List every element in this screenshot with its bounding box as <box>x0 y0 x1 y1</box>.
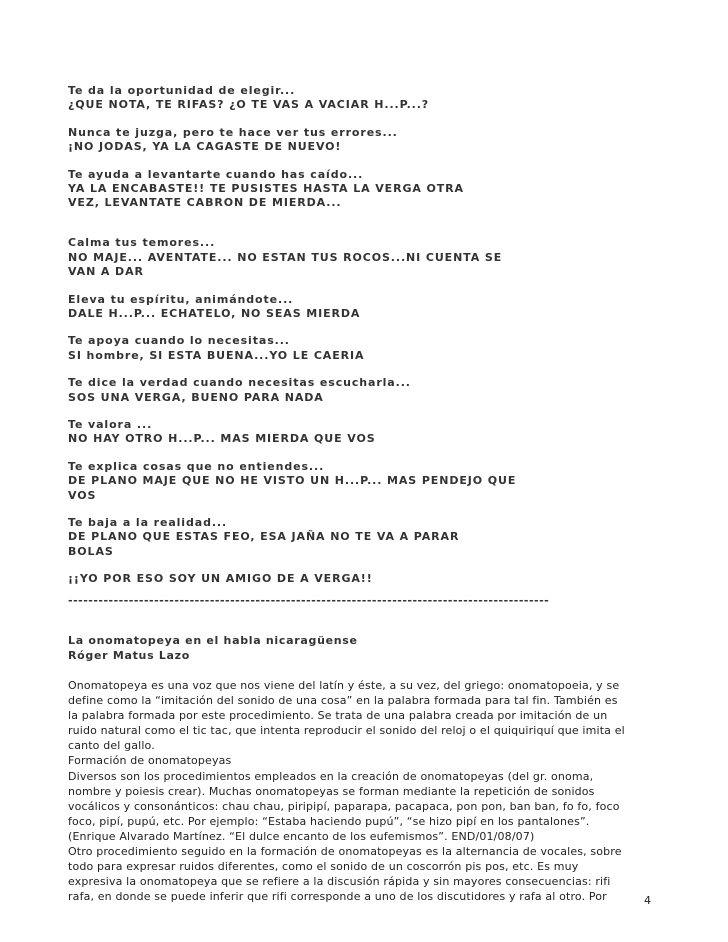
stanza <box>68 418 668 446</box>
stanza <box>68 376 668 404</box>
article-title: La onomatopeya en el habla nicaragüense <box>68 634 358 647</box>
stanza-line: VEZ, LEVANTATE CABRON DE MIERDA... <box>68 196 342 210</box>
body-line: ruido natural como el tic tac, que intenta reproducir el sonido del reloj o el quiquiriquí que imita el <box>68 724 625 738</box>
stanza-line: Te baja a la realidad... <box>68 516 228 530</box>
body-line: Onomatopeya es una voz que nos viene del latín y éste, a su vez, del griego: onomatopoeia, y se <box>68 679 620 692</box>
stanza <box>68 293 668 321</box>
stanza-line: Te explica cosas que no entiendes... <box>68 460 325 474</box>
body-line: la palabra formada por este procedimiento. Se trata de una palabra creada por imitación de un <box>68 709 608 723</box>
article-heading <box>68 633 668 663</box>
stanza-line: Eleva tu espíritu, animándote... <box>68 292 294 306</box>
stanza-line: YA LA ENCABASTE!! TE PUSISTES HASTA LA VERGA OTRA <box>68 182 464 196</box>
stanza-line: DE PLANO MAJE QUE NO HE VISTO UN H...P... MAS PENDEJO QUE <box>68 474 517 488</box>
stanza-line: Te ayuda a levantarte cuando has caído... <box>68 167 364 181</box>
body-line: rafa, en donde se puede inferir que rifi corresponde a uno de los discutidores y rafa al otro. Por <box>68 890 607 904</box>
stanza <box>68 334 668 362</box>
article-author: Róger Matus Lazo <box>68 649 191 662</box>
article-body <box>68 678 668 904</box>
stanza <box>68 236 668 279</box>
page-number: 4 <box>644 894 651 907</box>
stanza-line: VAN A DAR <box>68 264 144 278</box>
body-line: canto del gallo. <box>68 739 155 753</box>
stanza-line: SI hombre, SI ESTA BUENA...YO LE CAERIA <box>68 348 365 362</box>
body-line: vocálicos y consonánticos: chau chau, piripipí, paparapa, pacapaca, pon pon, ban ban, fo fo, foco <box>68 799 620 813</box>
stanza-line: Calma tus temores... <box>68 236 216 250</box>
body-line: Diversos son los procedimientos empleados en la creación de onomatopeyas (del gr. onoma, <box>68 769 594 783</box>
stanza-line: Te dice la verdad cuando necesitas escucharla... <box>68 376 411 390</box>
stanza-line: DE PLANO QUE ESTAS FEO, ESA JAÑA NO TE VA A PARAR <box>68 530 460 544</box>
stanza-line: ¡¡YO POR ESO SOY UN AMIGO DE A VERGA!! <box>68 572 373 586</box>
stanza-line: NO MAJE... AVENTATE... NO ESTAN TUS ROCOS...NI CUENTA SE <box>68 250 503 264</box>
stanza <box>68 126 668 154</box>
stanza-line: ¿QUE NOTA, TE RIFAS? ¿O TE VAS A VACIAR H...P...? <box>68 98 430 112</box>
stanza-line: Te da la oportunidad de elegir... <box>68 84 296 97</box>
body-line: (Enrique Alvarado Martínez. “El dulce encanto de los eufemismos”. END/01/08/07) <box>68 829 535 843</box>
body-line: Otro procedimiento seguido en la formación de onomatopeyas es la alternancia de vocales, sobre <box>68 845 622 859</box>
body-line: define como la “imitación del sonido de una cosa” en la palabra formada para tal fin. También es <box>68 694 618 708</box>
body-line: todo para expresar ruidos diferentes, como el sonido de un coscorrón pis pos, etc. Es muy <box>68 860 579 874</box>
separator-line: ----------------------------------------------------------------------------------------------- <box>68 594 550 607</box>
stanza-line: VOS <box>68 488 97 502</box>
stanza-line: Nunca te juzga, pero te hace ver tus errores... <box>68 125 398 139</box>
joke-text-block <box>68 84 668 600</box>
body-line: foco, pipí, pupú, etc. Por ejemplo: “Estaba haciendo pupú”, “se hizo pipí en los pantalones”. <box>68 814 590 828</box>
stanza <box>68 460 668 503</box>
stanza-line: ¡NO JODAS, YA LA CAGASTE DE NUEVO! <box>68 140 342 154</box>
body-line: expresiva la onomatopeya que se refiere a la discusión rápida y sin mayores consecuencias: rifi <box>68 875 611 889</box>
stanza-line: DALE H...P... ECHATELO, NO SEAS MIERDA <box>68 306 361 320</box>
body-line: Formación de onomatopeyas <box>68 754 232 768</box>
body-line: nombre y poiesis crear). Muchas onomatopeyas se forman mediante la repetición de sonidos <box>68 784 595 798</box>
stanza-line: Te valora ... <box>68 418 153 432</box>
stanza <box>68 84 668 112</box>
stanza-line: BOLAS <box>68 544 114 558</box>
stanza <box>68 168 668 211</box>
stanza <box>68 572 668 586</box>
stanza-line: NO HAY OTRO H...P... MAS MIERDA QUE VOS <box>68 432 376 446</box>
stanza-line: Te apoya cuando lo necesitas... <box>68 334 290 348</box>
stanza <box>68 516 668 559</box>
stanza-line: SOS UNA VERGA, BUENO PARA NADA <box>68 390 324 404</box>
